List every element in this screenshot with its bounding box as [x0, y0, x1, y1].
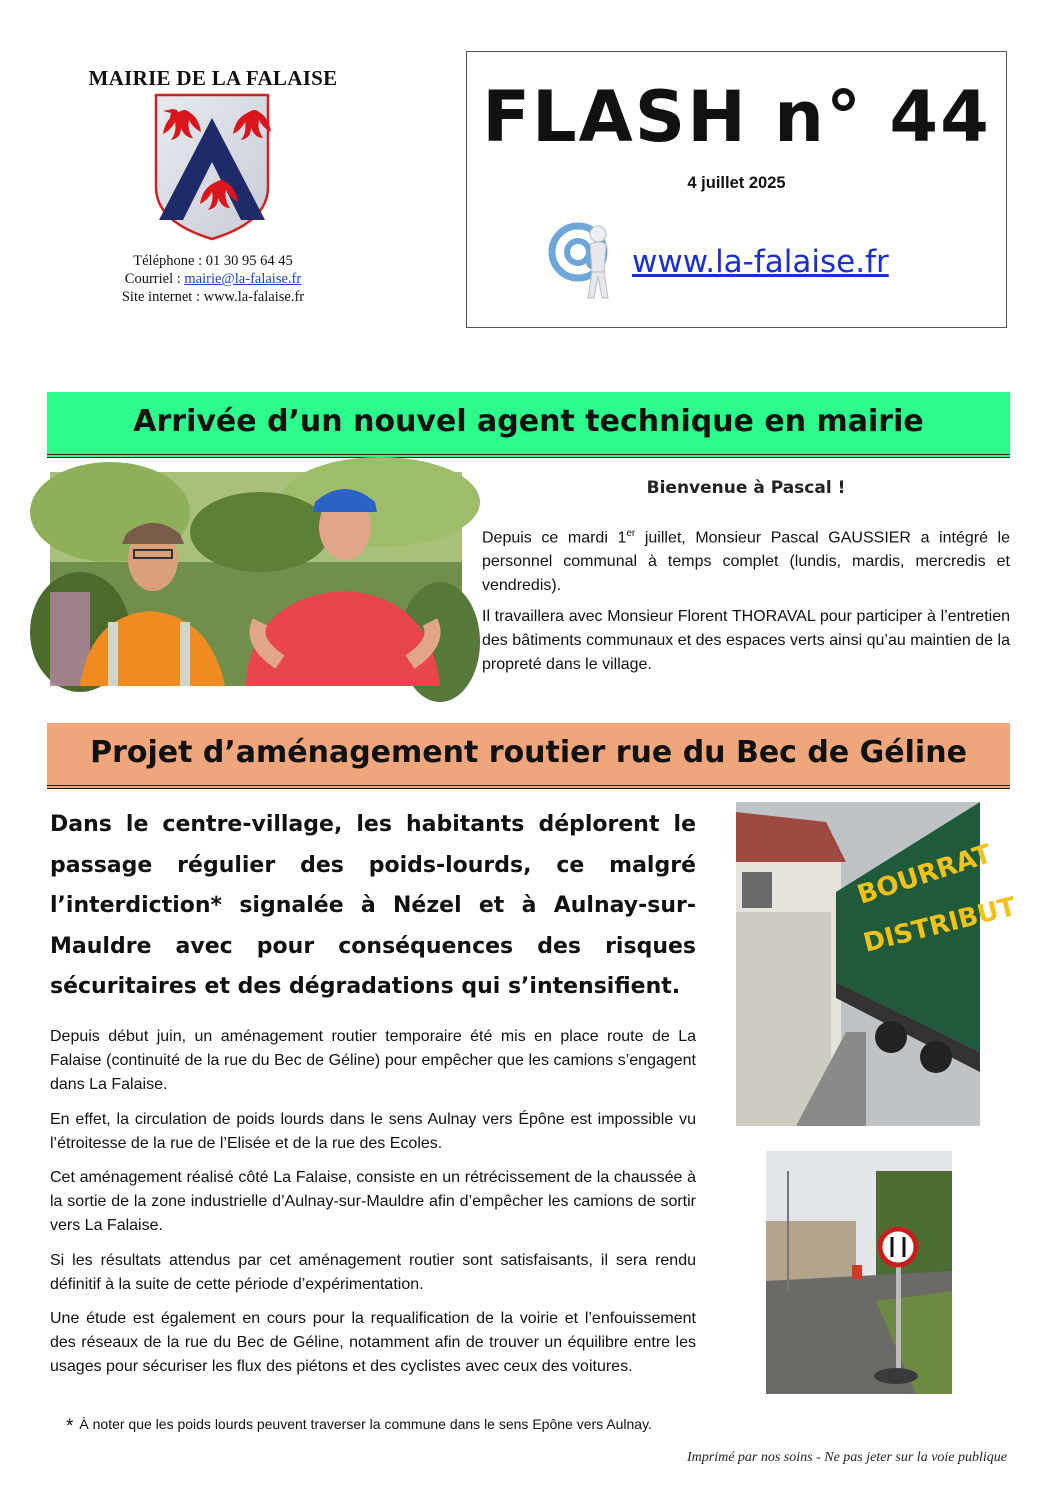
email-line — [60, 271, 366, 288]
flash-date: 4 juillet 2025 — [687, 174, 786, 192]
paragraph-duties: Il travaillera avec Monsieur Florent THORAVAL pour participer à l’entretien des bâtiments communaux et des espaces verts ainsi qu’au maintien de la propreté dans le village. — [482, 608, 1010, 673]
coat-of-arms-logo — [153, 92, 271, 242]
flash-title: FLASH n° 44 — [482, 76, 991, 158]
paragraph-arrival-start: Depuis ce mardi 1 — [482, 529, 627, 547]
paragraph-temporary-works: Depuis début juin, un aménagement routier temporaire été mis en place route de La Falaise (continuité de la rue du Bec de Géline) pour empêcher que les camions s’engagent dans La Falaise. — [50, 1028, 696, 1093]
paragraph-traffic: En effet, la circulation de poids lourds dans le sens Aulnay vers Épône est impossible vu l’étroitesse de la rue de l’Elisée et de la rue des Ecoles. — [50, 1111, 696, 1152]
paragraph-narrowing: Cet aménagement réalisé côté La Falaise, consiste en un rétrécissement de la chaussée à la sortie de la zone industrielle d’Aulnay-sur-Mauldre afin d’empêcher les camions de sortir vers La Falaise. — [50, 1169, 696, 1234]
superscript-er: er — [626, 528, 636, 539]
truck-photo — [736, 802, 1020, 1126]
paragraph-study: Une étude est également en cours pour la requalification de la voirie et l’enfouissement des réseaux de la rue du Bec de Géline, notamment afin de trouver un équilibre entre les usages pour sécuriser les flux des piétons et des cyclistes avec ceux des voitures. — [50, 1310, 696, 1375]
email-label: Courriel : — [124, 271, 185, 287]
truck-text-2: DISTRIBUT — [860, 891, 1020, 959]
paragraph-results: Si les résultats attendus par cet aménagement routier sont satisfaisants, il sera rendu définitif à la suite de cette période d’expérimentation. — [50, 1252, 696, 1293]
footnote — [66, 1416, 652, 1438]
road-sign-photo — [766, 1151, 952, 1394]
mairie-title: MAIRIE DE LA FALAISE — [88, 66, 338, 90]
email-link[interactable]: mairie@la-falaise.fr — [184, 271, 302, 287]
paragraph-arrival-end: juillet, Monsieur Pascal GAUSSIER a intégré le personnel communal à temps complet (lundis, mardis, mercredis et vendredis). — [482, 529, 1010, 595]
welcome-heading: Bienvenue à Pascal ! — [646, 478, 846, 498]
lead-paragraph: Dans le centre-village, les habitants déplorent le passage régulier des poids-lourds, ce malgré l’interdiction* signalée à Nézel et à Aulnay-sur-Mauldre avec pour conséquences des risques sécuritaires et des dégradations qui s’intensifient. — [50, 812, 696, 999]
section-banner-new-agent: Arrivée d’un nouvel agent technique en mairie — [47, 392, 1010, 458]
phone-line: Téléphone : 01 30 95 64 45 — [133, 253, 293, 269]
website-line: Site internet : www.la-falaise.fr — [121, 289, 305, 305]
footnote-star: * — [66, 1416, 74, 1437]
at-sign-person-icon — [548, 222, 614, 304]
website-link[interactable]: www.la-falaise.fr — [632, 244, 889, 280]
truck-text-1: BOURRAT — [853, 839, 996, 911]
section-banner-road-project: Projet d’aménagement routier rue du Bec de Géline — [47, 723, 1010, 789]
agents-photo — [50, 472, 462, 686]
paragraph-arrival — [482, 522, 1010, 598]
footnote-text: À noter que les poids lourds peuvent traverser la commune dans le sens Epône vers Aulnay. — [79, 1416, 652, 1432]
print-note: Imprimé par nos soins - Ne pas jeter sur la voie publique — [686, 1450, 1007, 1465]
